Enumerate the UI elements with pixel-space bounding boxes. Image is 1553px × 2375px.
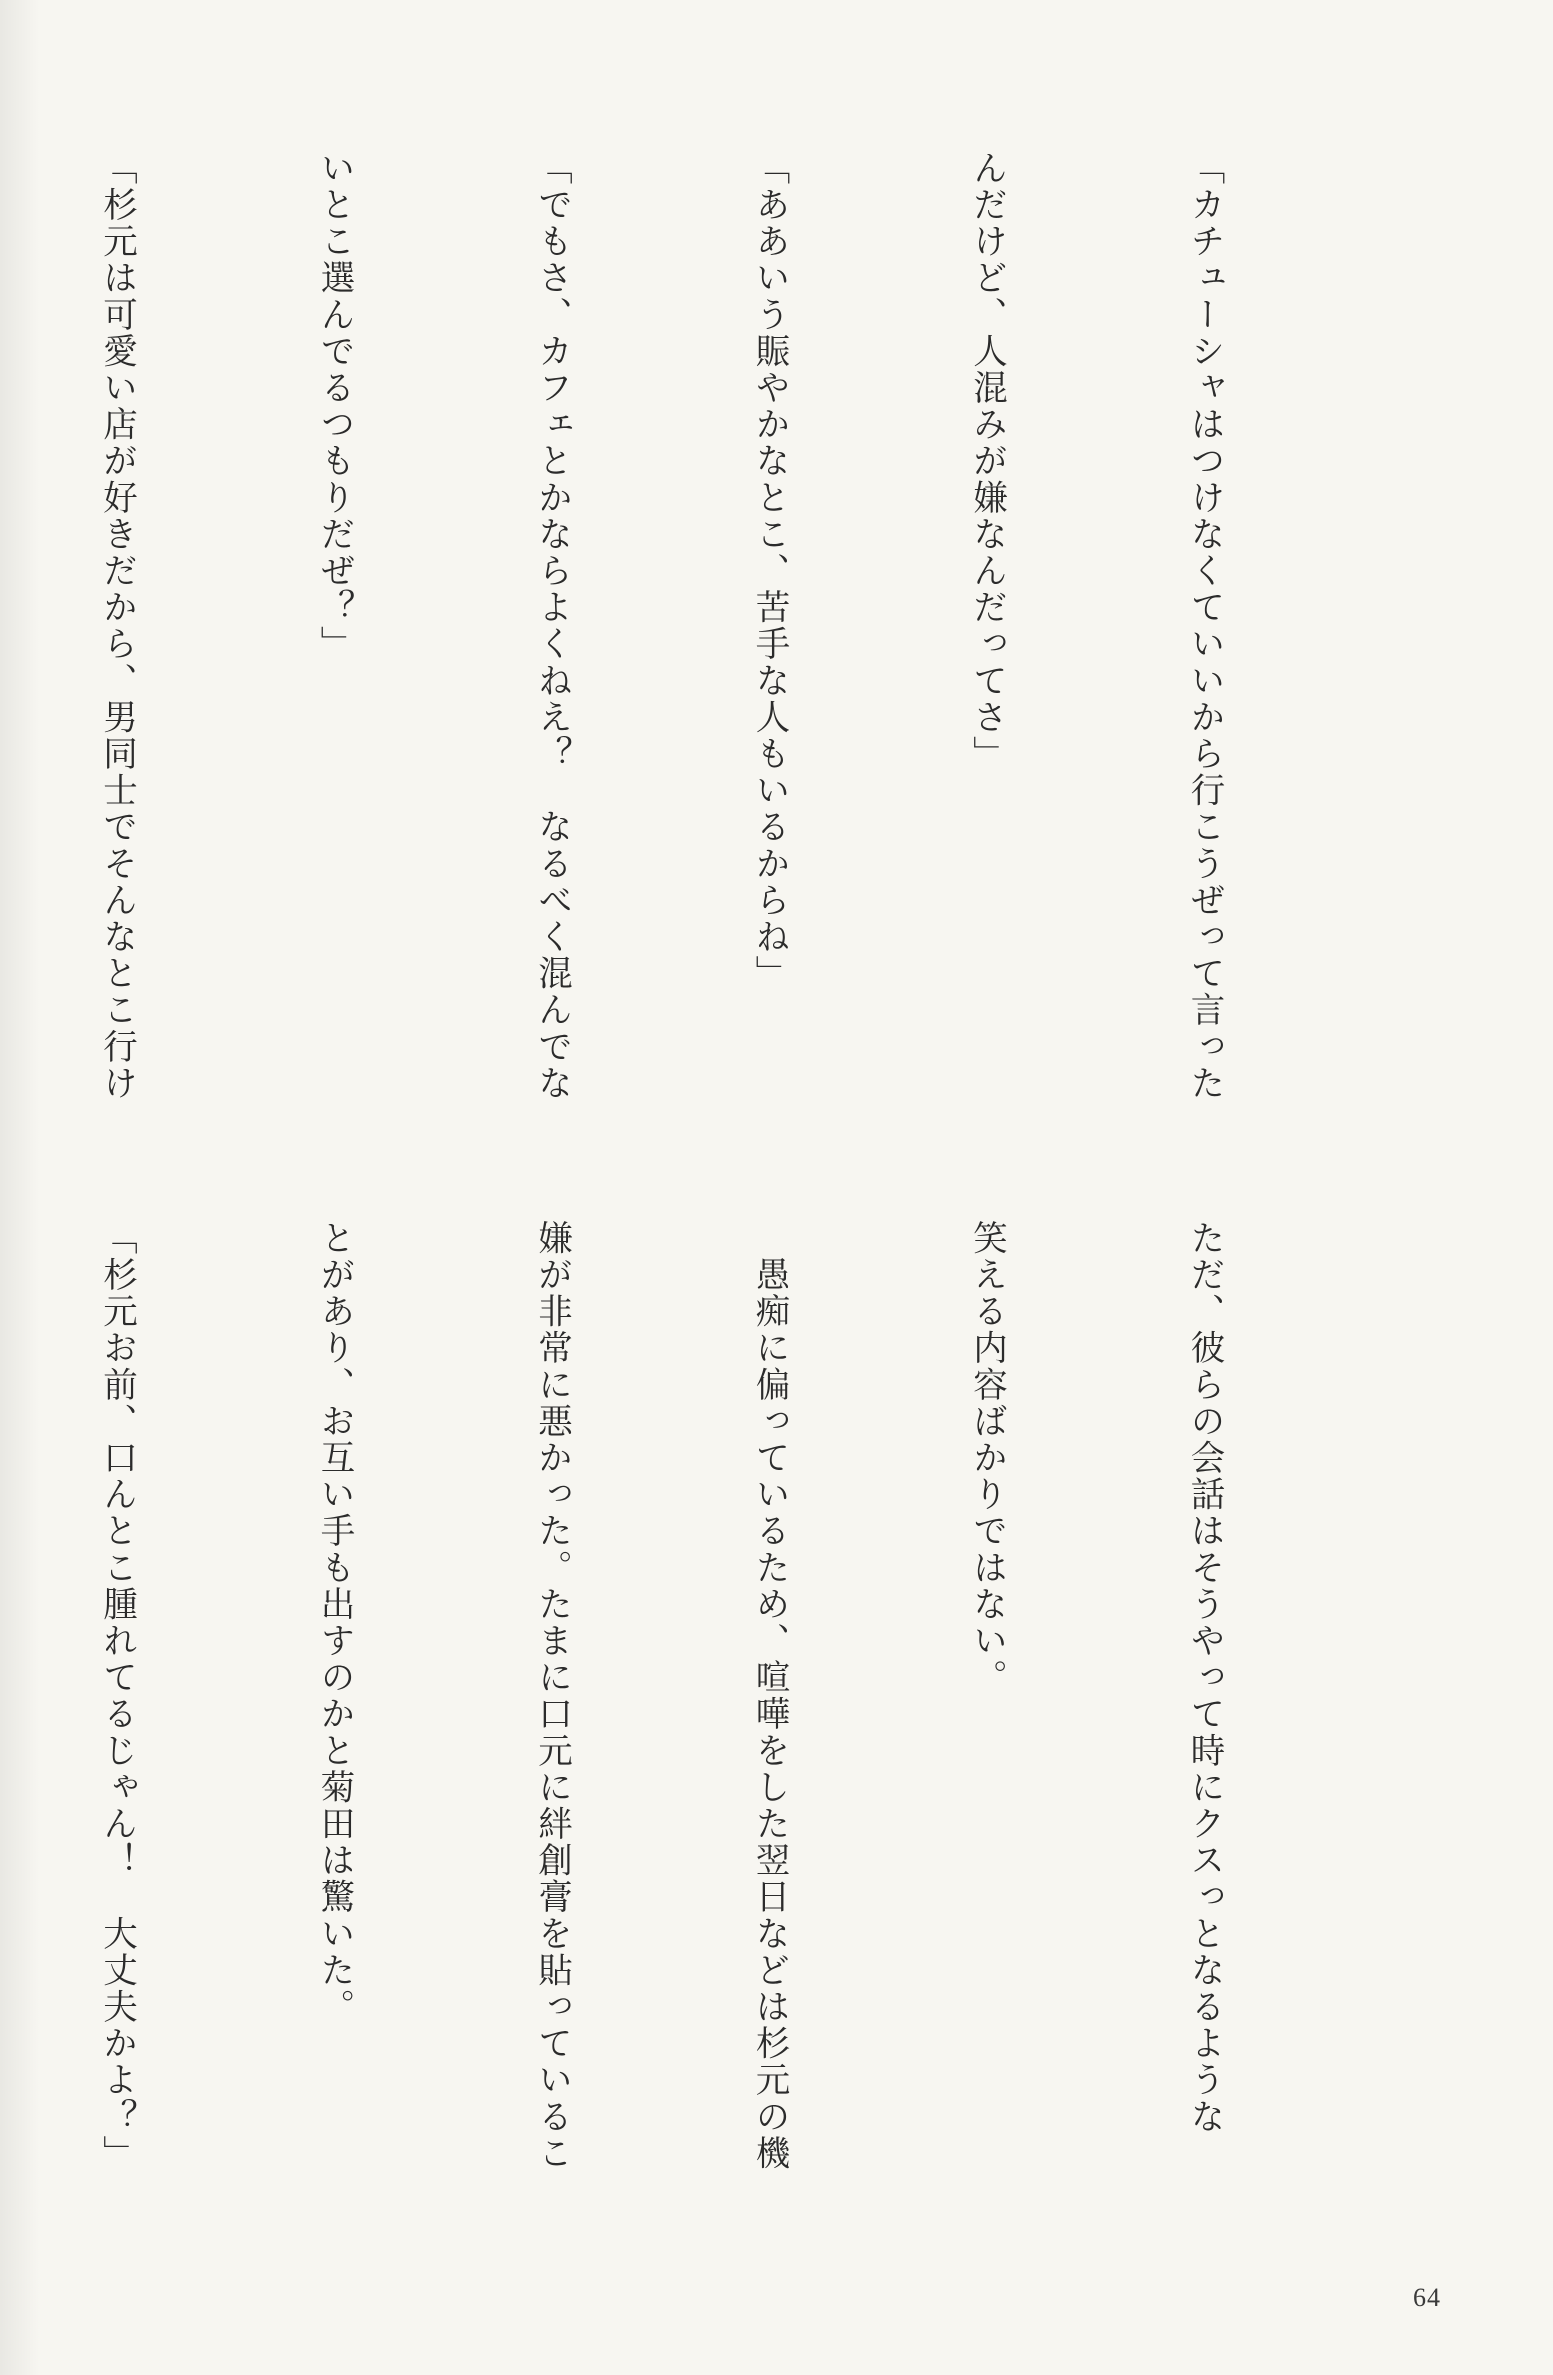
page-number: 64	[1413, 2283, 1441, 2312]
text-line: 「杉元は可愛い店が好きだから、男同士でそんなとこ行け	[96, 150, 137, 1102]
text-line: 笑える内容ばかりではない。	[966, 1220, 1007, 1696]
text-line: 「カチューシャはつけなくていいから行こうぜって言った	[1184, 150, 1224, 1102]
text-line: 「でもさ、カフェとかならよくねえ？ なるべく混んでな	[531, 150, 572, 1102]
text-line: とがあり、お互い手も出すのかと菊田は驚いた。	[314, 1220, 354, 2026]
text-line: 愚痴に偏っているため、喧嘩をした翌日などは杉元の機	[749, 1220, 789, 2172]
text-line: 嫌が非常に悪かった。たまに口元に絆創膏を貼っているこ	[531, 1220, 572, 2172]
upper-text-block	[0, 150, 1385, 1210]
text-line: ただ、彼らの会話はそうやって時にクスっとなるような	[1184, 1220, 1224, 2135]
lower-text-block	[0, 1220, 1385, 2230]
text-line: 「ああいう賑やかなとこ、苦手な人もいるからね」	[749, 150, 789, 992]
text-line: んだけど、人混みが嫌なんだってさ」	[966, 150, 1007, 773]
text-line: 「杉元お前、口んとこ腫れてるじゃん！ 大丈夫かよ？」	[96, 1220, 137, 2172]
text-line: いとこ選んでるつもりだぜ？」	[314, 150, 354, 663]
